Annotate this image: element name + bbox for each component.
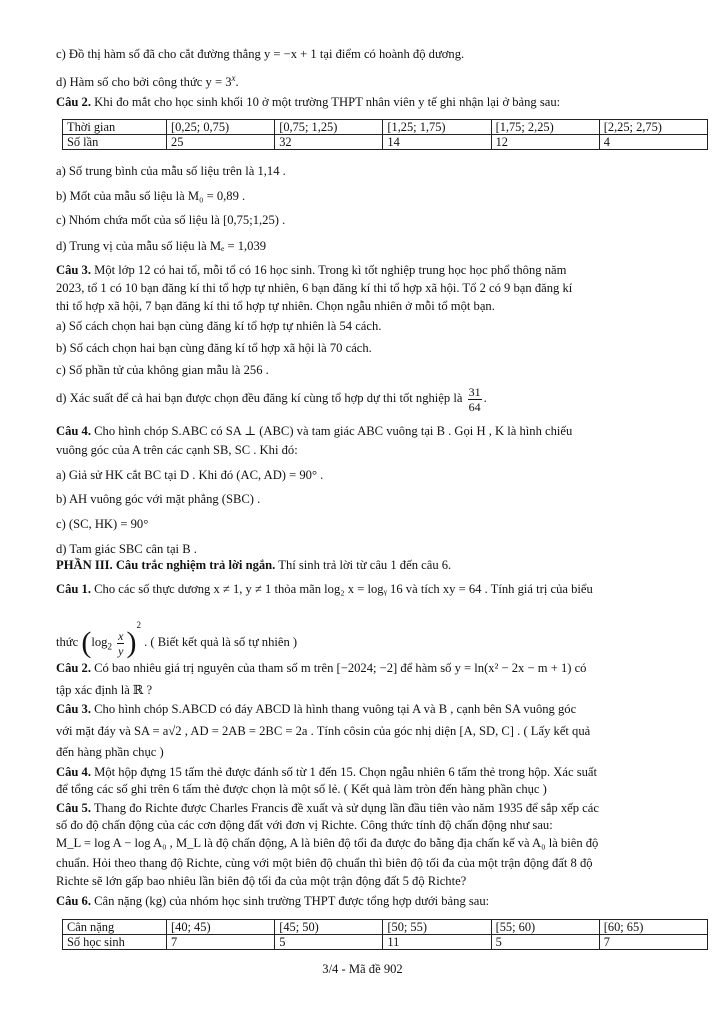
q4d-text: d) Tam giác SBC cân tại B . xyxy=(56,542,197,556)
page-footer: 3/4 - Mã đề 902 xyxy=(322,962,403,976)
s5-stem-3: M_L = log A − log A₀ , M_L là độ chấn động, A là biên độ tối đa được đo bằng địa chấn kế và A₀ là biên độ xyxy=(56,836,599,850)
q3c-text: c) Số phần tử của không gian mẫu là 256 . xyxy=(56,363,269,377)
s2-stem-2: tập xác định là ℝ ? xyxy=(56,683,153,697)
s5-stem-5: Richte sẽ lớn gấp bao nhiêu lần biên độ tối đa của một trận động đất 5 độ Richte? xyxy=(56,874,467,888)
table-row: Cân nặng [40; 45) [45; 50) [50; 55) [55; 60) [60; 65) xyxy=(63,920,708,935)
table-row: Số học sinh 7 5 11 5 7 xyxy=(63,935,708,950)
table-row: Thời gian [0,25; 0,75) [0,75; 1,25) [1,25; 1,75) [1,75; 2,25) [2,25; 2,75) xyxy=(63,120,708,135)
q3-stem-1: Câu 3. Một lớp 12 có hai tổ, mỗi tổ có 16 học sinh. Trong kì tốt nghiệp trung học học phổ thông năm xyxy=(56,263,567,277)
s5-stem-1: Câu 5. Thang đo Richte được Charles Francis đề xuất và sử dụng lần đầu tiên vào năm 1935 để sắp xếp các xyxy=(56,801,599,815)
q2a-text: a) Số trung bình của mẫu số liệu trên là 1,14 . xyxy=(56,164,286,178)
s3-stem-3: đến hàng phần chục ) xyxy=(56,745,164,759)
q3d-text: d) Xác suất để cả hai bạn được chọn đều đăng kí cùng tổ hợp dự thi tốt nghiệp là $\frac{31}{64}$ . xyxy=(56,384,487,414)
part3-heading: PHẦN III. Câu trắc nghiệm trả lời ngắn. Thí sinh trả lời từ câu 1 đến câu 6. xyxy=(56,558,452,572)
q3-stem-2: 2023, tổ 1 có 10 bạn đăng kí thi tổ hợp tự nhiên, 6 bạn đăng kí thi tổ hợp xã hội. Tổ 2 có 9 bạn đăng kí xyxy=(56,281,573,295)
s5-stem-4: chuẩn. Hỏi theo thang độ Richte, cùng với một biên độ chuẩn thì biên độ tối đa của một trận động đất 8 độ xyxy=(56,856,593,870)
q4c-text: c) (SC, HK) = 90° xyxy=(56,517,149,531)
q3b-text: b) Số cách chọn hai bạn cùng đăng kí tổ hợp xã hội là 70 cách. xyxy=(56,341,372,355)
fraction: $\frac{31}{64}$ xyxy=(468,384,481,414)
q1c-text: c) Đồ thị hàm số đã cho cắt đường thẳng y = −x + 1 tại điểm có hoành độ dương. xyxy=(56,47,465,61)
weight-data-table xyxy=(62,919,708,950)
fraction: $\frac{x}{y}$ xyxy=(118,628,124,658)
q4a-text: a) Giả sử HK cắt BC tại D . Khi đó (AC, AD) = 90° . xyxy=(56,468,324,482)
s1-stem-2: thức ($\log_2$ $\frac{x}{y}$ )$^2$ . ( Biết kết quả là số tự nhiên ) xyxy=(56,620,298,660)
s4-stem-2: để tổng các số ghi trên 6 tấm thẻ được chọn là một số lẻ. ( Kết quả làm tròn đến hàng phần chục ) xyxy=(56,782,547,796)
eye-data-table xyxy=(62,119,708,150)
q2c-text: c) Nhóm chứa mốt của số liệu là [0,75;1,25) . xyxy=(56,213,286,227)
q4-stem-1: Câu 4. Cho hình chóp S.ABC có SA ⊥ (ABC) và tam giác ABC vuông tại B . Gọi H , K là hình chiếu xyxy=(56,424,573,438)
s1-stem-1: Câu 1. Cho các số thực dương x ≠ 1, y ≠ 1 thỏa mãn log₂ x = logᵧ 16 và tích xy = 64 . Tính giá trị của biểu xyxy=(56,582,593,596)
q3a-text: a) Số cách chọn hai bạn cùng đăng kí tổ hợp tự nhiên là 54 cách. xyxy=(56,319,382,333)
q1d-text: d) Hàm số cho bởi công thức $y = 3^x$. xyxy=(56,73,239,90)
q4-stem-2: vuông góc của A trên các cạnh SB, SC . Khi đó: xyxy=(56,443,298,457)
table-row: Số lần 25 32 14 12 4 xyxy=(63,135,708,150)
q4b-text: b) AH vuông góc với mặt phẳng (SBC) . xyxy=(56,492,261,506)
q2d-text: d) Trung vị của mẫu số liệu là Mₑ = 1,039 xyxy=(56,239,267,253)
s4-stem-1: Câu 4. Một hộp đựng 15 tấm thẻ được đánh số từ 1 đến 15. Chọn ngẫu nhiên 6 tấm thẻ trong hộp. Xác suất xyxy=(56,765,597,779)
s3-stem-2: với mặt đáy và SA = a√2 , AD = 2AB = 2BC = 2a . Tính côsin của góc nhị diện [A, SD, C] . ( Lấy kết quả xyxy=(56,724,591,738)
s6-stem: Câu 6. Cân nặng (kg) của nhóm học sinh trường THPT được tổng hợp dưới bảng sau: xyxy=(56,894,490,908)
s2-stem-1: Câu 2. Có bao nhiêu giá trị nguyên của tham số m trên [−2024; −2] để hàm số y = ln(x² − 2x − m + 1) có xyxy=(56,661,587,675)
q2b-text: b) Mốt của mẫu số liệu là M₀ = 0,89 . xyxy=(56,189,246,203)
q2-stem: Câu 2. Khi đo mắt cho học sinh khối 10 ở một trường THPT nhân viên y tế ghi nhận lại ở bảng sau: xyxy=(56,95,561,109)
q3-stem-3: thi tổ hợp xã hội, 7 bạn đăng kí thi tổ hợp tự nhiên. Chọn ngẫu nhiên ở mỗi tổ một bạn. xyxy=(56,299,495,313)
s3-stem-1: Câu 3. Cho hình chóp S.ABCD có đáy ABCD là hình thang vuông tại A và B , cạnh bên SA vuông góc xyxy=(56,702,577,716)
s5-stem-2: số đo độ chấn động của các cơn động đất với đơn vị Richte. Công thức tính độ chấn động như sau: xyxy=(56,818,553,832)
